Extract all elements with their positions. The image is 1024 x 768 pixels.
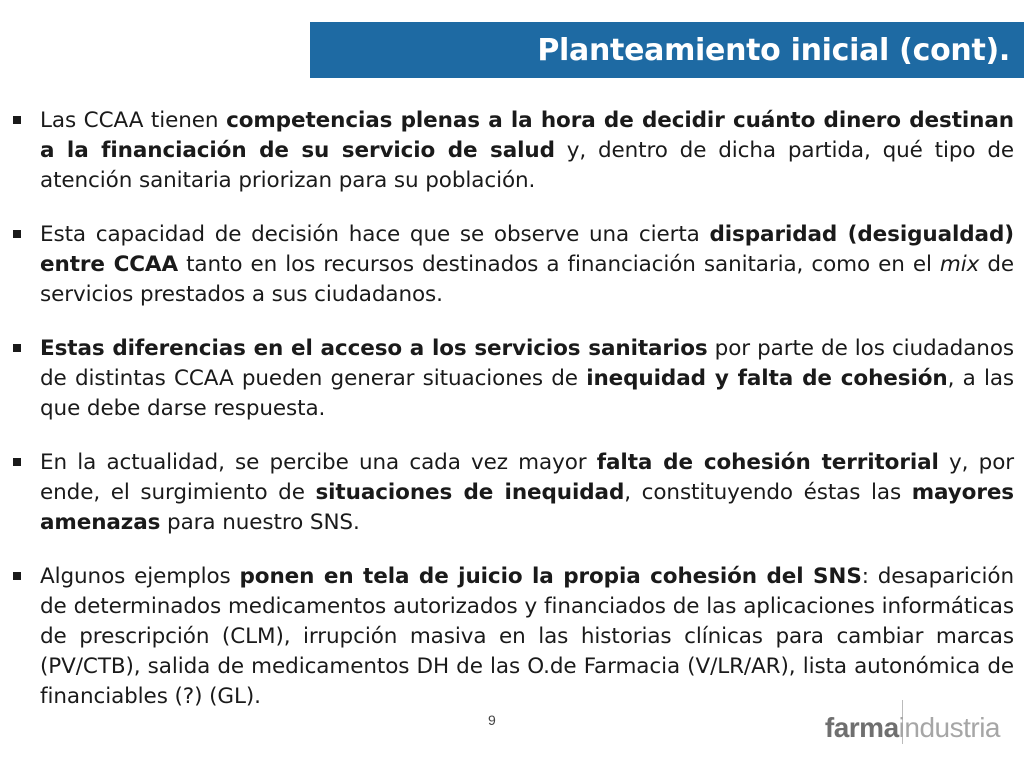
slide-title: Planteamiento inicial (cont). xyxy=(537,32,1010,68)
bold-segment: falta de cohesión territorial xyxy=(596,450,939,475)
title-bar xyxy=(310,22,1024,78)
page-number: 9 xyxy=(488,712,496,728)
bold-segment: mayores amenazas xyxy=(40,480,1015,535)
bullet-list xyxy=(10,106,1014,736)
list-item xyxy=(10,562,1014,712)
bullet-text xyxy=(40,448,1014,538)
bullet-text xyxy=(40,106,1014,196)
text-segment: y, dentro de dicha partida, qué tipo de atención sanitaria priorizan para su población. xyxy=(40,138,1014,193)
bold-segment: disparidad (desigualdad) entre CCAA xyxy=(40,222,1014,277)
square-bullet-icon xyxy=(13,344,21,352)
list-item xyxy=(10,220,1014,310)
text-segment: , a las que debe darse respuesta. xyxy=(40,366,1014,421)
italic-segment: mix xyxy=(939,252,980,277)
bullet-text xyxy=(40,334,1014,424)
text-segment: tanto en los recursos destinados a financiación sanitaria, como en el xyxy=(178,252,940,277)
bold-segment: situaciones de inequidad xyxy=(315,480,625,505)
bold-segment: Estas diferencias en el acceso a los servicios sanitarios xyxy=(40,336,708,361)
square-bullet-icon xyxy=(13,230,21,238)
text-segment: : desaparición de determinados medicamentos autorizados y financiados de las aplicaciones informáticas de prescripción (CLM), irrupción masiva en las historias clínicas para cambiar marcas (PV/CTB), salida de medicamentos DH de las O.de Farmacia (V/LR/AR), lista autonómica de financiables (?) (GL). xyxy=(40,564,1014,709)
list-item xyxy=(10,448,1014,538)
text-segment: para nuestro SNS. xyxy=(160,510,360,535)
text-segment: Las CCAA tienen xyxy=(40,108,227,133)
square-bullet-icon xyxy=(13,458,21,466)
bold-segment: competencias plenas a la hora de decidir cuánto dinero destinan a la financiación de su servicio de salud xyxy=(40,108,1014,163)
bold-segment: ponen en tela de juicio la propia cohesión del SNS xyxy=(239,564,862,589)
text-segment: de servicios prestados a sus ciudadanos. xyxy=(40,252,1014,307)
square-bullet-icon xyxy=(13,116,21,124)
text-segment: Algunos ejemplos xyxy=(40,564,240,589)
text-segment: y, por ende, el surgimiento de xyxy=(40,450,1014,505)
farmaindustria-logo xyxy=(825,712,1000,744)
square-bullet-icon xyxy=(13,572,21,580)
bold-segment: inequidad y falta de cohesión xyxy=(586,366,948,391)
text-segment: En la actualidad, se percibe una cada vez mayor xyxy=(40,450,597,475)
logo-part1: farma xyxy=(824,712,899,743)
list-item xyxy=(10,334,1014,424)
logo-part2: industria xyxy=(898,712,1000,743)
bullet-text xyxy=(40,562,1014,712)
text-segment: , constituyendo éstas las xyxy=(624,480,912,505)
text-segment: por parte de los ciudadanos de distintas CCAA pueden generar situaciones de xyxy=(40,336,1014,391)
bullet-text xyxy=(40,220,1014,310)
text-segment: Esta capacidad de decisión hace que se observe una cierta xyxy=(40,222,710,247)
list-item xyxy=(10,106,1014,196)
